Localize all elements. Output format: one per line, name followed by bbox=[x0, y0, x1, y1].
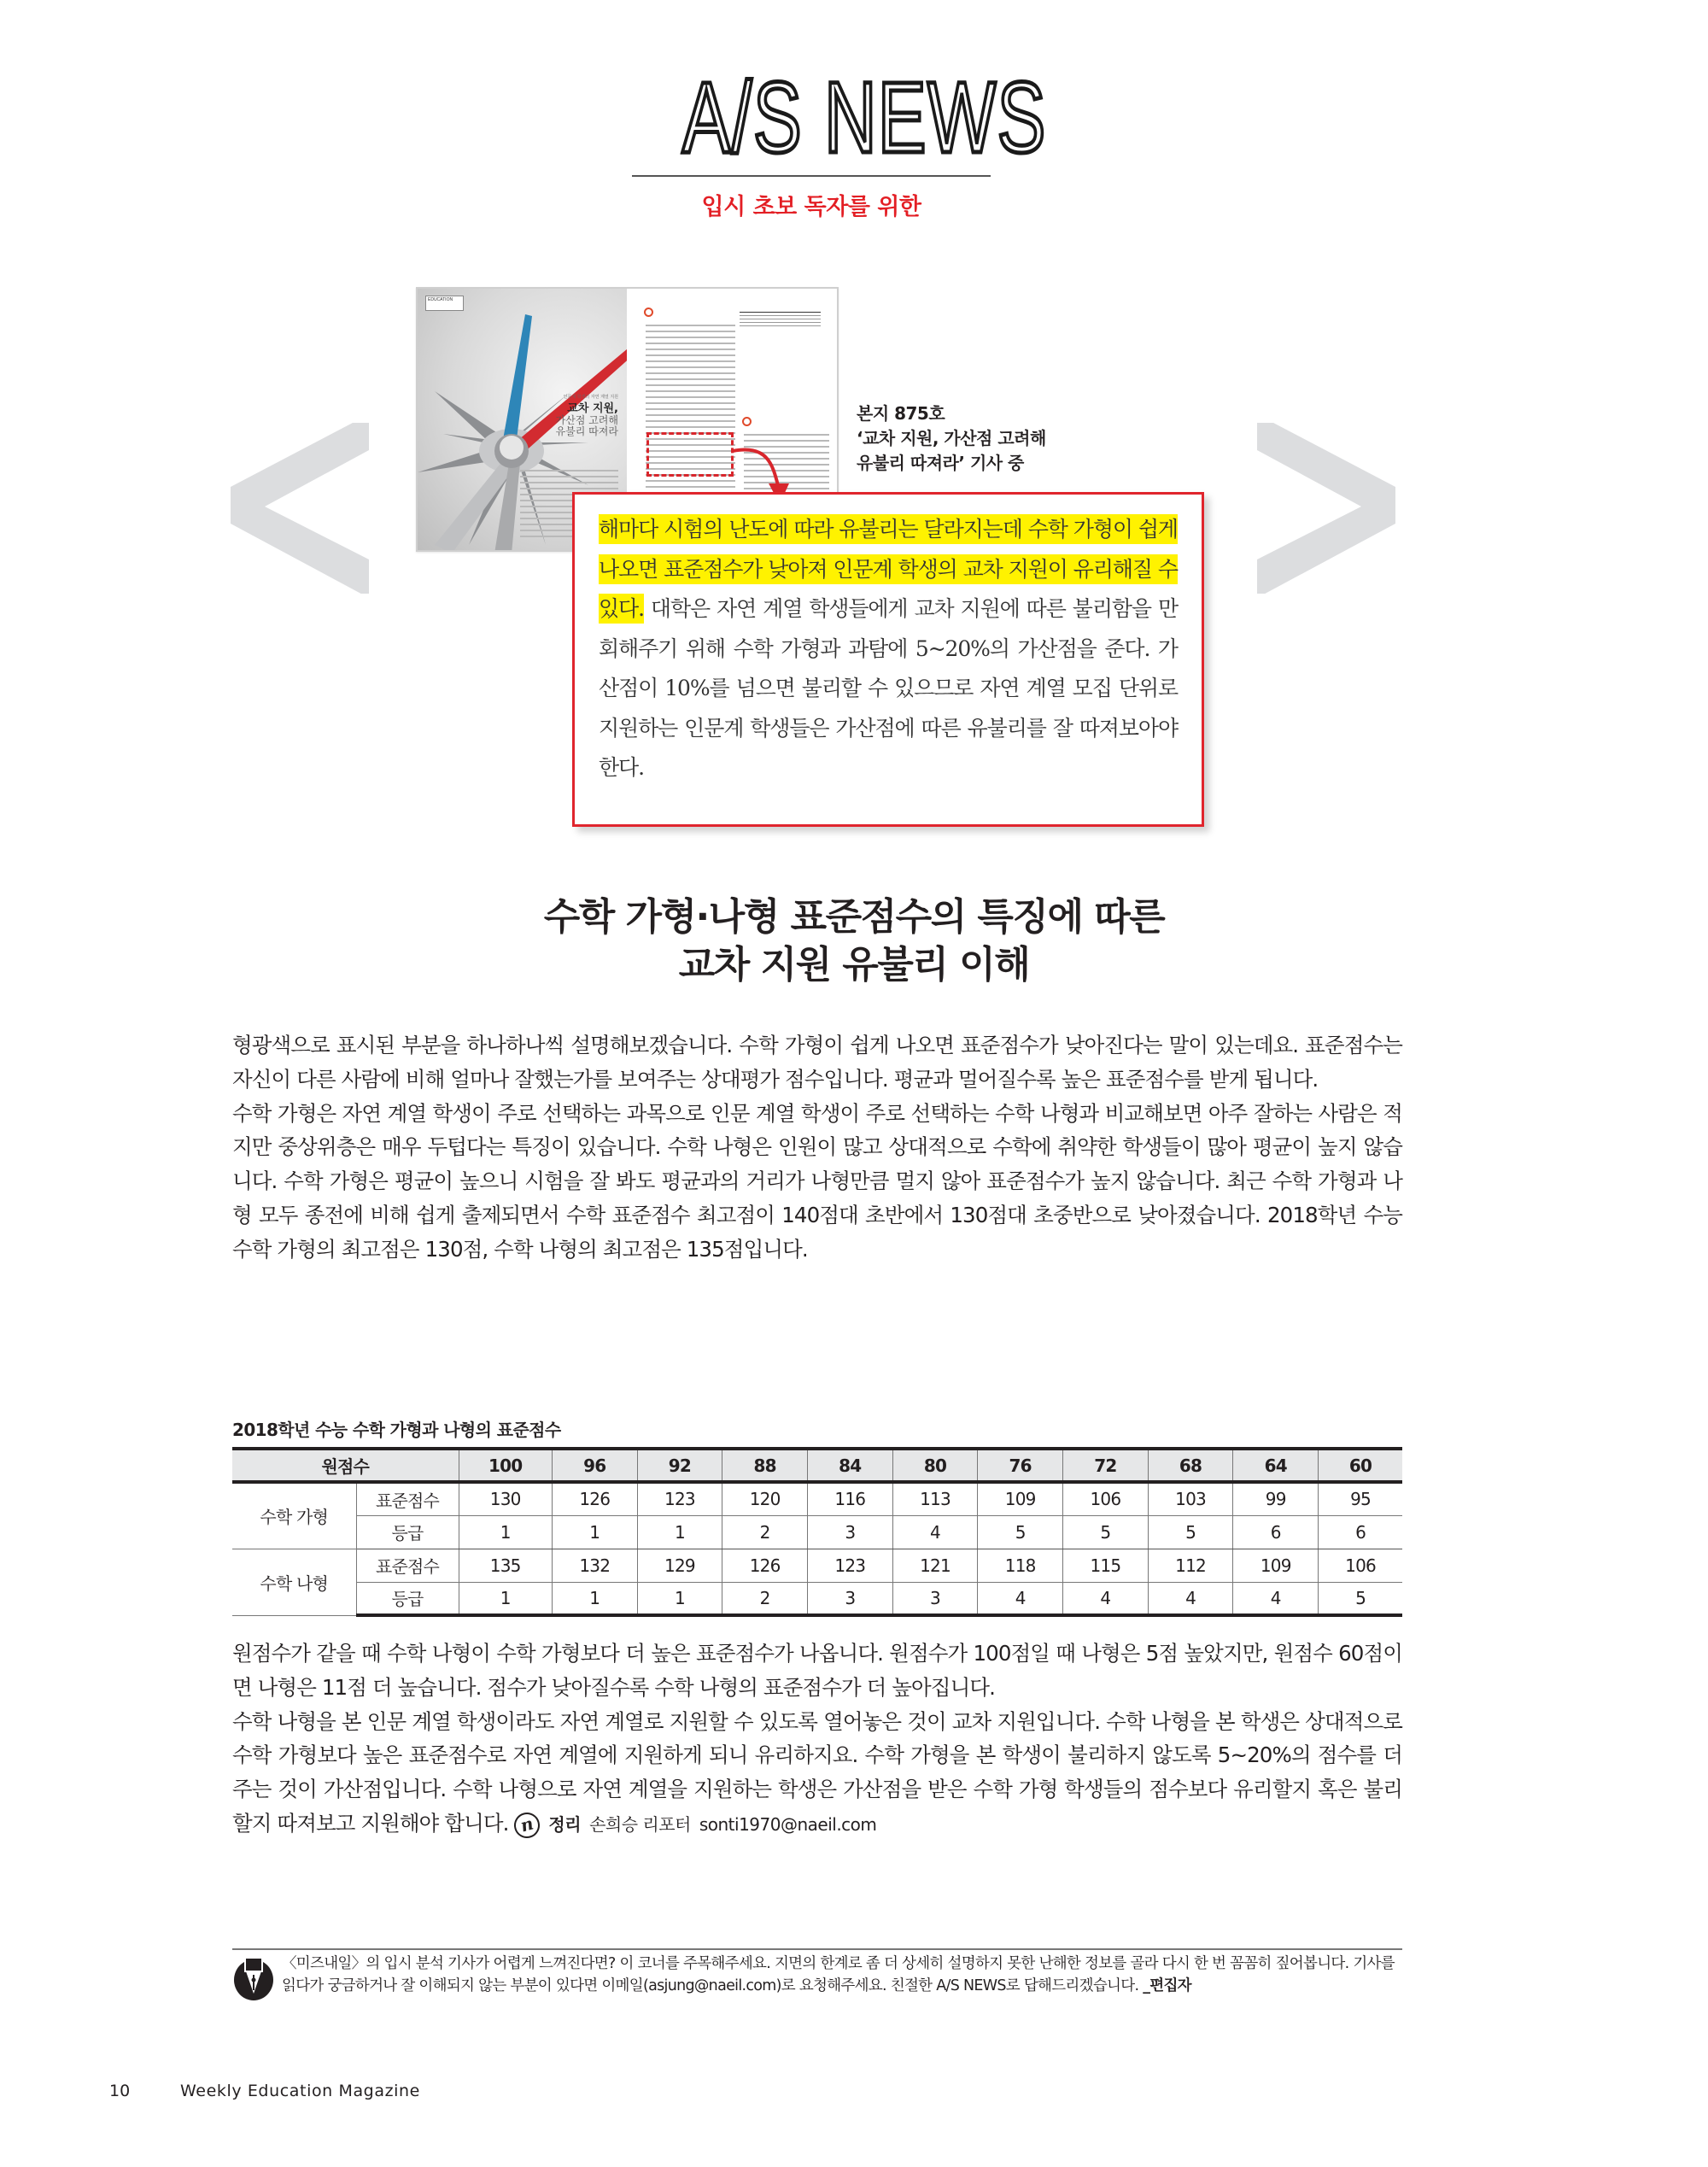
table-cell: 1 bbox=[552, 1582, 637, 1615]
table-cell: 1 bbox=[459, 1515, 552, 1549]
header-cell: 64 bbox=[1233, 1449, 1319, 1482]
table-cell: 1 bbox=[459, 1582, 552, 1615]
row-label: 표준점수 bbox=[356, 1549, 459, 1582]
table-cell: 6 bbox=[1233, 1515, 1319, 1549]
table-cell: 135 bbox=[459, 1549, 552, 1582]
paragraph: 수학 나형을 본 인문 계열 학생이라도 자연 계열로 지원할 수 있도록 열어놓은 것이 교차 지원입니다. 수학 나형을 본 학생은 상대적으로 수학 가형보다 높은 표준점수로 자연 계열에 지원하게 되니 유리하지요. 수학 가형을 본 학생이 불리하지 않도록 5~20%의 점수를 더 주는 것이 가산점입니다. 수학 나형으로 자연 계열을 지원하는 학생은 가산점을 받은 수학 가형 학생들의 점수보다 유리할지 혹은 불리할지 따져보고 지원해야 합니다. bbox=[232, 1708, 1402, 1836]
highlighted-text: 해마다 시험의 난도에 따라 유불리는 달라지는데 수학 가형이 쉽게 나오면 표준점수가 낮아져 인문계 학생의 교차 지원이 유리해질 수 있다. bbox=[599, 514, 1178, 624]
header-cell: 100 bbox=[459, 1449, 552, 1482]
masthead-divider bbox=[632, 175, 991, 177]
table-cell: 115 bbox=[1063, 1549, 1149, 1582]
article-body-top bbox=[232, 1028, 1402, 1267]
table-cell: 2 bbox=[722, 1515, 808, 1549]
table-cell: 1 bbox=[552, 1515, 637, 1549]
header-cell: 88 bbox=[722, 1449, 808, 1482]
byline-author: 손희승 리포터 bbox=[589, 1814, 691, 1836]
article-title bbox=[342, 893, 1366, 989]
editor-note bbox=[232, 1953, 1402, 2000]
byline-email-link[interactable]: sonti1970@naeil.com bbox=[699, 1814, 877, 1836]
thumbnail-section-marker bbox=[644, 307, 653, 317]
header-cell: 76 bbox=[978, 1449, 1063, 1482]
source-issue: 본지 875호 bbox=[857, 403, 945, 424]
table-cell: 118 bbox=[978, 1549, 1063, 1582]
table-cell: 2 bbox=[722, 1582, 808, 1615]
chevron-left-icon[interactable] bbox=[231, 423, 376, 594]
table-cell: 112 bbox=[1148, 1549, 1233, 1582]
table-cell: 3 bbox=[807, 1582, 892, 1615]
highlight-dashed-box bbox=[646, 432, 734, 477]
header-raw-score: 원점수 bbox=[232, 1449, 459, 1482]
table-cell: 126 bbox=[722, 1549, 808, 1582]
table-cell: 123 bbox=[807, 1549, 892, 1582]
table-cell: 106 bbox=[1063, 1482, 1149, 1515]
editor-note-text: 〈미즈내일〉의 입시 분석 기사가 어렵게 느껴진다면? 이 코너를 주목해주세요. 지면의 한계로 좀 더 상세히 설명하지 못한 난해한 정보를 골라 다시 한 번 꼼꼼히 짚어봅니다. 기사를 읽다가 궁금하거나 잘 이해되지 않는 부분이 있다면 이메일(asjung@naeil.com)로 요청해주세요. 친절한 A/S NEWS로 답해드리겠습니다. bbox=[282, 1955, 1395, 1994]
header-cell: 80 bbox=[892, 1449, 978, 1482]
group-label: 수학 가형 bbox=[232, 1482, 356, 1549]
table-cell: 109 bbox=[978, 1482, 1063, 1515]
table-row bbox=[232, 1515, 1402, 1549]
header-cell: 96 bbox=[552, 1449, 637, 1482]
excerpt-text: 대학은 자연 계열 학생들에게 교차 지원에 따른 불리함을 만회해주기 위해 수학 가형과 과탐에 5~20%의 가산점을 준다. 가산점이 10%를 넘으면 불리할 수 있으므로 자연 계열 모집 단위로 지원하는 인문계 학생들은 가산점에 따른 유불리를 잘 따져보아야 한다. bbox=[599, 596, 1178, 780]
naeil-logo-icon: n bbox=[512, 1810, 543, 1842]
editor-signature: _편집자 bbox=[1143, 1977, 1191, 1994]
table-cell: 1 bbox=[637, 1582, 722, 1615]
table-cell: 4 bbox=[1148, 1582, 1233, 1615]
thumbnail-headline-2: 가산점 고려해 bbox=[555, 413, 618, 426]
table-cell: 1 bbox=[637, 1515, 722, 1549]
table-cell: 120 bbox=[722, 1482, 808, 1515]
table-cell: 113 bbox=[892, 1482, 978, 1515]
header-cell: 60 bbox=[1319, 1449, 1402, 1482]
quoted-excerpt-box bbox=[572, 492, 1204, 827]
table-row bbox=[232, 1582, 1402, 1615]
paragraph-with-byline bbox=[232, 1705, 1402, 1842]
thumbnail-mini-table bbox=[740, 312, 821, 331]
paragraph: 형광색으로 표시된 부분을 하나하나씩 설명해보겠습니다. 수학 가형이 쉽게 나오면 표준점수가 낮아진다는 말이 있는데요. 표준점수는 자신이 다른 사람에 비해 얼마나 잘했는가를 보여주는 상대평가 점수입니다. 평균과 멀어질수록 높은 표준점수를 받게 됩니다. bbox=[232, 1033, 1402, 1092]
table-cell: 126 bbox=[552, 1482, 637, 1515]
table-cell: 99 bbox=[1233, 1482, 1319, 1515]
paragraph: 수학 가형은 자연 계열 학생이 주로 선택하는 과목으로 인문 계열 학생이 주로 선택하는 수학 나형과 비교해보면 아주 잘하는 사람은 적지만 중상위층은 매우 두텁다는 특징이 있습니다. 수학 나형은 인원이 많고 상대적으로 수학에 취약한 학생들이 많아 평균이 높지 않습니다. 수학 가형은 평균이 높으니 시험을 잘 봐도 평균과의 거리가 나형만큼 멀지 않아 표준점수가 높지 않습니다. 최근 수학 가형과 나형 모두 종전에 비해 쉽게 출제되면서 수학 표준점수 최고점이 140점대 초반에서 130점대 초중반으로 낮아졌습니다. 2018학년 수능 수학 가형의 최고점은 130점, 수학 나형의 최고점은 135점입니다. bbox=[232, 1100, 1402, 1262]
table-cell: 129 bbox=[637, 1549, 722, 1582]
table-cell: 116 bbox=[807, 1482, 892, 1515]
table-row bbox=[232, 1482, 1402, 1515]
table-cell: 4 bbox=[1063, 1582, 1149, 1615]
masthead-subtitle: 입시 초보 독자를 위한 bbox=[701, 194, 921, 220]
byline-label: 정리 bbox=[548, 1814, 582, 1836]
table-cell: 5 bbox=[1319, 1582, 1402, 1615]
thumbnail-headline bbox=[556, 395, 618, 437]
table-cell: 121 bbox=[892, 1549, 978, 1582]
fountain-pen-icon bbox=[232, 1956, 275, 2000]
table-row bbox=[232, 1549, 1402, 1582]
masthead bbox=[632, 61, 1047, 220]
source-title-line-1: ‘교차 지원, 가산점 고려해 bbox=[857, 428, 1046, 448]
quoted-excerpt bbox=[599, 510, 1178, 788]
table-cell: 103 bbox=[1148, 1482, 1233, 1515]
source-caption bbox=[857, 401, 1046, 476]
table-cell: 4 bbox=[1233, 1582, 1319, 1615]
table-cell: 4 bbox=[978, 1582, 1063, 1615]
table-cell: 6 bbox=[1319, 1515, 1402, 1549]
score-table bbox=[232, 1447, 1402, 1617]
editor-note-divider bbox=[232, 1948, 1402, 1950]
table-cell: 5 bbox=[1148, 1515, 1233, 1549]
article-title-line-1: 수학 가형·나형 표준점수의 특징에 따른 bbox=[543, 895, 1165, 939]
table-cell: 3 bbox=[892, 1582, 978, 1615]
row-label: 등급 bbox=[356, 1515, 459, 1549]
byline bbox=[514, 1808, 876, 1842]
table-cell: 3 bbox=[807, 1515, 892, 1549]
source-title-line-2: 유불리 따져라’ 기사 중 bbox=[857, 453, 1024, 473]
table-header-row bbox=[232, 1449, 1402, 1482]
paragraph: 원점수가 같을 때 수학 나형이 수학 가형보다 더 높은 표준점수가 나옵니다. 원점수가 100점일 때 나형은 5점 높았지만, 원점수 60점이면 나형은 11점 더 높습니다. 점수가 낮아질수록 수학 나형의 표준점수가 더 높아집니다. bbox=[232, 1641, 1402, 1700]
chevron-right-icon[interactable] bbox=[1257, 423, 1402, 594]
thumbnail-section-marker-2 bbox=[742, 417, 752, 426]
page-number: 10 bbox=[109, 2082, 131, 2100]
row-label: 등급 bbox=[356, 1582, 459, 1615]
header-cell: 92 bbox=[637, 1449, 722, 1482]
header-cell: 68 bbox=[1148, 1449, 1233, 1482]
article-title-line-2: 교차 지원 유불리 이해 bbox=[678, 943, 1030, 987]
table-cell: 109 bbox=[1233, 1549, 1319, 1582]
thumbnail-kicker: 인문계 학생의 자연 계열 지원 bbox=[563, 395, 618, 400]
table-cell: 5 bbox=[1063, 1515, 1149, 1549]
table-cell: 4 bbox=[892, 1515, 978, 1549]
table-cell: 106 bbox=[1319, 1549, 1402, 1582]
table-cell: 123 bbox=[637, 1482, 722, 1515]
section-tag-label: EDUCATION bbox=[428, 297, 453, 302]
thumbnail-headline-3: 유불리 따져라 bbox=[555, 425, 618, 437]
table-cell: 132 bbox=[552, 1549, 637, 1582]
article-body-bottom bbox=[232, 1637, 1402, 1842]
table-cell: 95 bbox=[1319, 1482, 1402, 1515]
table-caption: 2018학년 수능 수학 가형과 나형의 표준점수 bbox=[232, 1420, 561, 1440]
row-label: 표준점수 bbox=[356, 1482, 459, 1515]
table-cell: 130 bbox=[459, 1482, 552, 1515]
header-cell: 84 bbox=[807, 1449, 892, 1482]
header-cell: 72 bbox=[1063, 1449, 1149, 1482]
masthead-title: A/S NEWS bbox=[681, 61, 1047, 174]
thumbnail-headline-1: 교차 지원, bbox=[567, 401, 618, 415]
group-label: 수학 나형 bbox=[232, 1549, 356, 1615]
magazine-name: Weekly Education Magazine bbox=[180, 2082, 420, 2100]
table-cell: 5 bbox=[978, 1515, 1063, 1549]
